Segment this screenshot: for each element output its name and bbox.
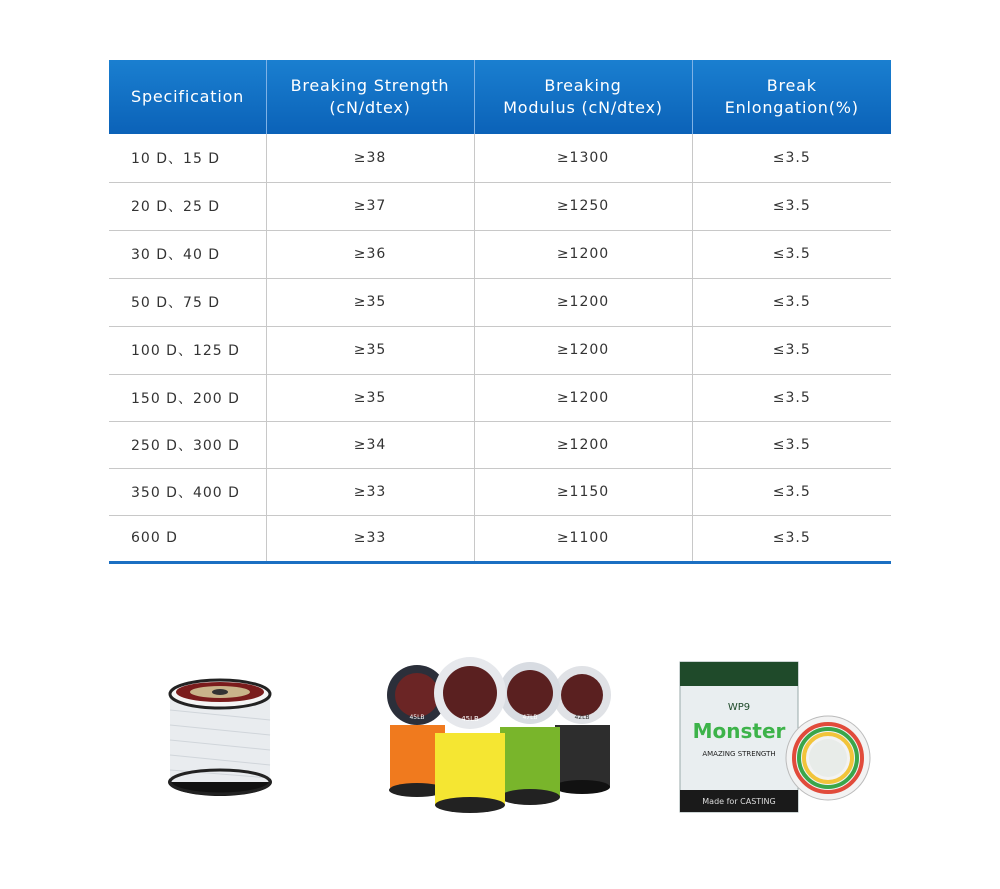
product-name-text: Monster [692,719,786,743]
table-row [109,278,891,326]
table-row [109,515,891,561]
table-row [109,374,891,421]
cell-strength: ≥33 [266,515,474,561]
spec-table-container [109,60,891,564]
spool-label: 42LB [574,714,590,721]
cell-spec: 600 D [109,515,266,561]
white-spool-image [166,670,274,798]
table-row [109,421,891,468]
table-row [109,468,891,515]
cell-modulus: ≥1200 [474,374,692,421]
cell-strength: ≥36 [266,230,474,278]
header-specification: Specification [109,60,266,134]
cell-elongation: ≤3.5 [692,182,891,230]
cell-spec: 30 D、40 D [109,230,266,278]
monster-box-image [678,658,888,816]
footer-text: Made for CASTING [702,797,776,806]
table-row [109,182,891,230]
cell-elongation: ≤3.5 [692,278,891,326]
header-breaking-strength: Breaking Strength (cN/dtex) [266,60,474,134]
spec-table [109,60,891,561]
cell-spec: 50 D、75 D [109,278,266,326]
cell-strength: ≥35 [266,326,474,374]
cell-spec: 250 D、300 D [109,421,266,468]
product-images [0,640,1000,840]
cell-elongation: ≤3.5 [692,468,891,515]
cell-modulus: ≥1200 [474,278,692,326]
cell-modulus: ≥1250 [474,182,692,230]
cell-spec: 150 D、200 D [109,374,266,421]
cell-modulus: ≥1200 [474,230,692,278]
cell-elongation: ≤3.5 [692,374,891,421]
cell-modulus: ≥1300 [474,134,692,182]
tagline-text: AMAZING STRENGTH [702,750,776,758]
header-breaking-modulus: Breaking Modulus (cN/dtex) [474,60,692,134]
cell-elongation: ≤3.5 [772,530,811,547]
cell-strength: ≥33 [266,468,474,515]
spool-label: 47LB [522,714,538,721]
table-header-row [109,60,891,134]
spool-label: 45LB [461,715,479,723]
table-row [109,134,891,182]
cell-spec: 100 D、125 D [109,326,266,374]
header-break-elongation: Break Enlongation(%) [692,60,891,134]
table-bottom-rule [109,561,891,564]
cell-spec: 10 D、15 D [109,134,266,182]
cell-elongation: ≤3.5 [692,134,891,182]
cell-modulus: ≥1150 [474,468,692,515]
cell-strength: ≥35 [266,374,474,421]
cell-strength: ≥34 [266,421,474,468]
brand-text: WP9 [727,702,751,713]
colored-spools-image [385,655,615,815]
cell-strength: ≥35 [266,278,474,326]
cell-spec: 20 D、25 D [109,182,266,230]
cell-spec: 350 D、400 D [109,468,266,515]
cell-strength: ≥37 [266,182,474,230]
cell-modulus: ≥1200 [474,326,692,374]
table-row [109,326,891,374]
cell-modulus: ≥1200 [474,421,692,468]
cell-elongation: ≤3.5 [692,421,891,468]
cell-elongation: ≤3.5 [692,230,891,278]
cell-elongation: ≤3.5 [692,326,891,374]
cell-modulus: ≥1100 [474,515,692,561]
table-row [109,230,891,278]
cell-strength: ≥38 [266,134,474,182]
spool-label: 45LB [409,714,425,721]
